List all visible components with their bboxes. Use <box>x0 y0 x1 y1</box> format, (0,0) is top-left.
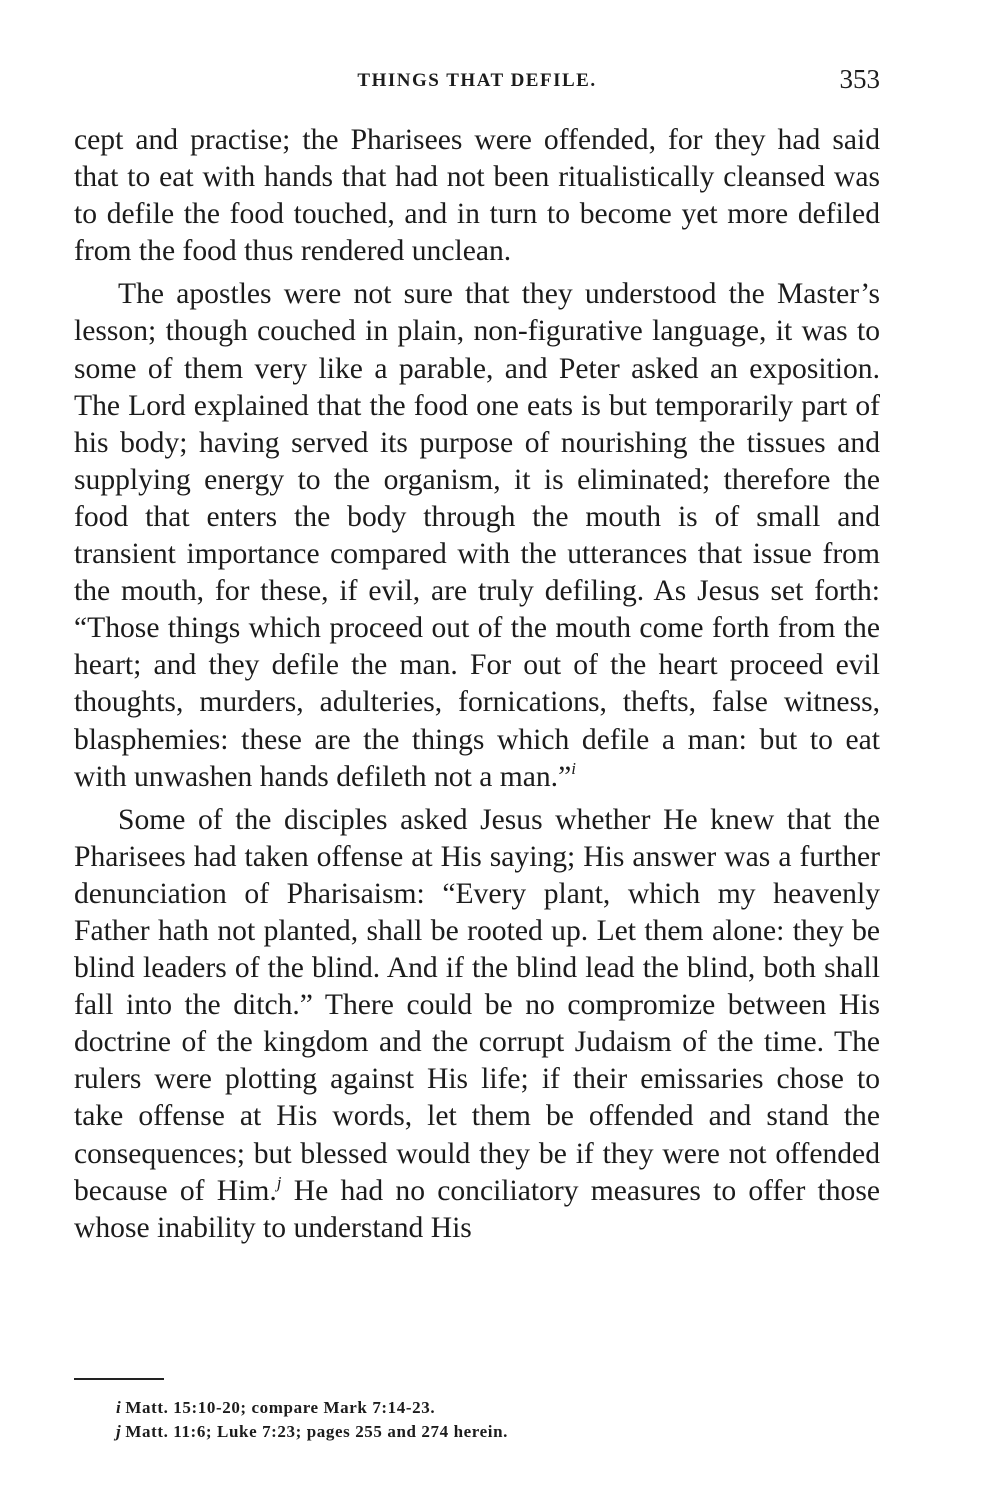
paragraph-3-text-after: He had no conciliatory measures to offer those whose inability to understand His <box>74 1174 880 1244</box>
footnotes <box>116 1396 876 1444</box>
paragraph-2-text: The apostles were not sure that they understood the Master’s lesson; though couched in plain, non-figurative language, it was to some of them very like a parable, and Peter asked an exposition. The Lord explained that the food one eats is but temporarily part of his body; having served its purpose of nourishing the tissues and supplying energy to the organism, it is eliminated; therefore the food that enters the body through the mouth is of small and transient importance compared with the utterances that issue from the mouth, for these, if evil, are truly defiling. As Jesus set forth: “Those things which proceed out of the mouth come forth from the heart; and they defile the man. For out of the heart proceed evil thoughts, murders, adulteries, fornications, thefts, false witness, blasphemies: these are the things which defile a man: but to eat with unwashen hands defileth not a man.” <box>74 278 880 793</box>
footnote-ref-j: j <box>276 1172 282 1192</box>
paragraph-3 <box>74 802 880 1247</box>
page-header <box>74 64 880 104</box>
footnote-j-text: Matt. 11:6; Luke 7:23; pages 255 and 274 herein. <box>125 1422 508 1441</box>
footnote-j-mark: j <box>116 1422 122 1441</box>
running-title: THINGS THAT DEFILE. <box>357 70 597 91</box>
paragraph-2 <box>74 276 880 795</box>
paragraph-1-text: cept and practise; the Pharisees were offended, for they had said that to eat with hands that had not been ritualistically cleansed was to defile the food touched, and in turn to become yet more defiled from the food thus rendered unclean. <box>74 124 880 268</box>
footnote-j <box>116 1420 876 1444</box>
paragraph-1 <box>74 122 880 270</box>
footnote-i-mark: i <box>116 1398 122 1417</box>
paragraph-3-text-before: Some of the disciples asked Jesus whether He knew that the Pharisees had taken offense at His saying; His answer was a further denunciation of Pharisaism: “Every plant, which my heavenly Father hath not planted, shall be rooted up. Let them alone: they be blind leaders of the blind. And if the blind lead the blind, both shall fall into the ditch.” There could be no compromize between His doctrine of the kingdom and the corrupt Judaism of the time. The rulers were plotting against His life; if their emissaries chose to take offense at His words, let them be offended and stand the consequences; but blessed would they be if they were not offended because of Him. <box>74 803 880 1207</box>
page-number: 353 <box>839 64 880 94</box>
body-text <box>74 122 880 1253</box>
footnote-divider <box>74 1378 164 1380</box>
footnote-ref-i: i <box>571 758 576 778</box>
footnote-i-text: Matt. 15:10-20; compare Mark 7:14-23. <box>125 1398 436 1417</box>
footnote-i <box>116 1396 876 1420</box>
